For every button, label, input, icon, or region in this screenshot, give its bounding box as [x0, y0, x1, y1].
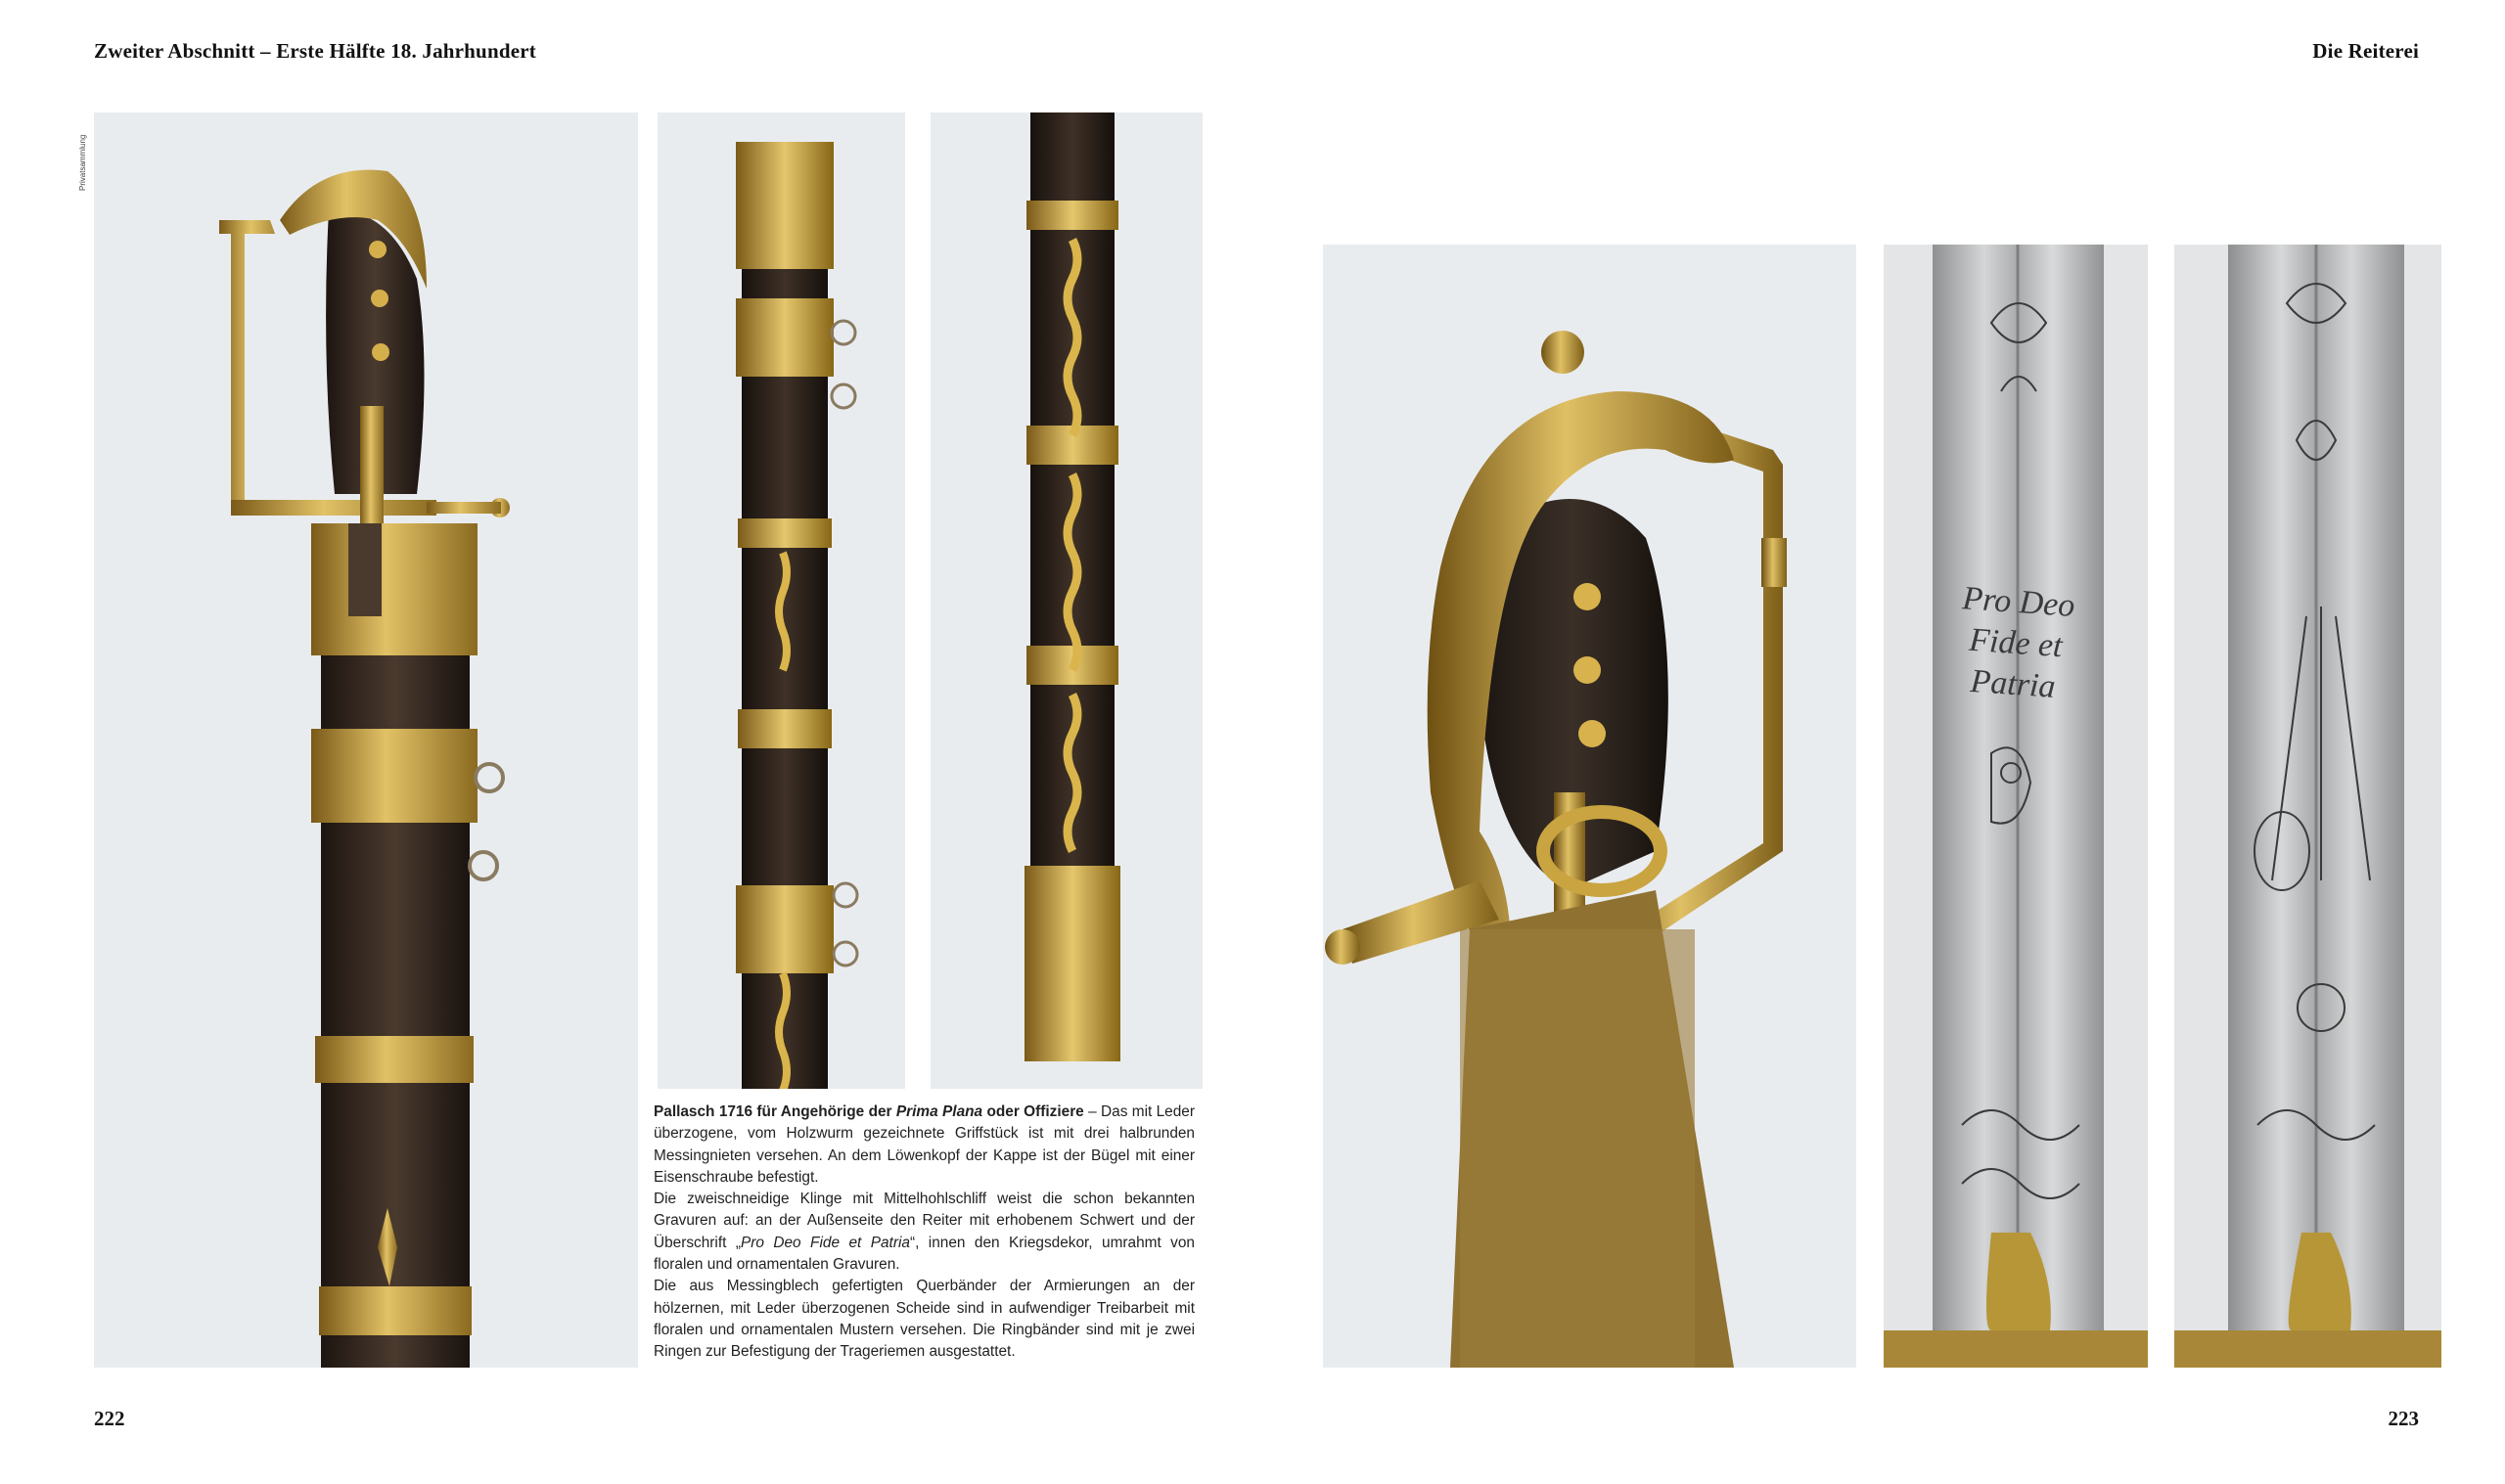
- page-number-right: 223: [2388, 1407, 2419, 1430]
- blade-engraving-line-1: Pro Deo: [1961, 580, 2076, 625]
- photo-blade-outer: [1884, 245, 2148, 1368]
- photo-blade-inner: [2174, 245, 2441, 1368]
- photo-credit: Privatsammlung: [78, 134, 87, 191]
- caption-title-mid: oder Offiziere: [982, 1103, 1084, 1120]
- photo-scabbard-front: [658, 112, 905, 1089]
- caption-paragraph-1: [654, 1102, 1195, 1189]
- caption: [654, 1102, 1195, 1364]
- caption-paragraph-3: Die aus Messingblech gefertigten Querbänder der Armierungen an der hölzernen, mit Leder überzogenen Scheide sind in aufwendiger Treibarbeit mit floralen und ornamentalen Mustern versehen. Die Ringbänder sind mit je zwei Ringen zur Befestigung der Trageriemen ausgestattet.: [654, 1278, 1195, 1361]
- caption-p2-pre: Die zweischneidige Klinge mit Mittelhohlschliff weist die schon bekannten Gravuren auf: an der Außenseite den Reiter mit erhobenem Schwert und der Überschrift „: [654, 1191, 1195, 1251]
- blade-engraving-line-2: Fide et: [1968, 621, 2064, 665]
- caption-p2-post: “, innen den Kriegsdekor, umrahmt von floralen und ornamentalen Gravuren.: [654, 1234, 1195, 1274]
- photo-hilt-closeup: [1323, 245, 1856, 1368]
- caption-title-italic: Prima Plana: [895, 1103, 983, 1120]
- photo-sabre-hilt-scabbard: [94, 112, 638, 1368]
- blade-engraving-line-3: Patria: [1969, 662, 2057, 705]
- caption-title-pre: Pallasch 1716 für Angehörige der: [654, 1103, 896, 1120]
- photo-scabbard-back: [931, 112, 1203, 1089]
- running-head-left: Zweiter Abschnitt – Erste Hälfte 18. Jahrhundert: [94, 39, 536, 63]
- running-head-right: Die Reiterei: [2312, 39, 2419, 63]
- caption-paragraph-2: [654, 1189, 1195, 1276]
- blade-engraving-motto: [1934, 577, 2098, 711]
- caption-p2-italic: Pro Deo Fide et Patria: [740, 1234, 910, 1251]
- page-number-left: 222: [94, 1407, 125, 1430]
- caption-p1-text: – Das mit Leder überzogene, vom Holzwurm gezeichnete Griffstück ist mit drei halbrunden Messingnieten versehen. An dem Löwenkopf der Kappe ist der Bügel mit einer Eisenschraube befestigt.: [654, 1103, 1195, 1186]
